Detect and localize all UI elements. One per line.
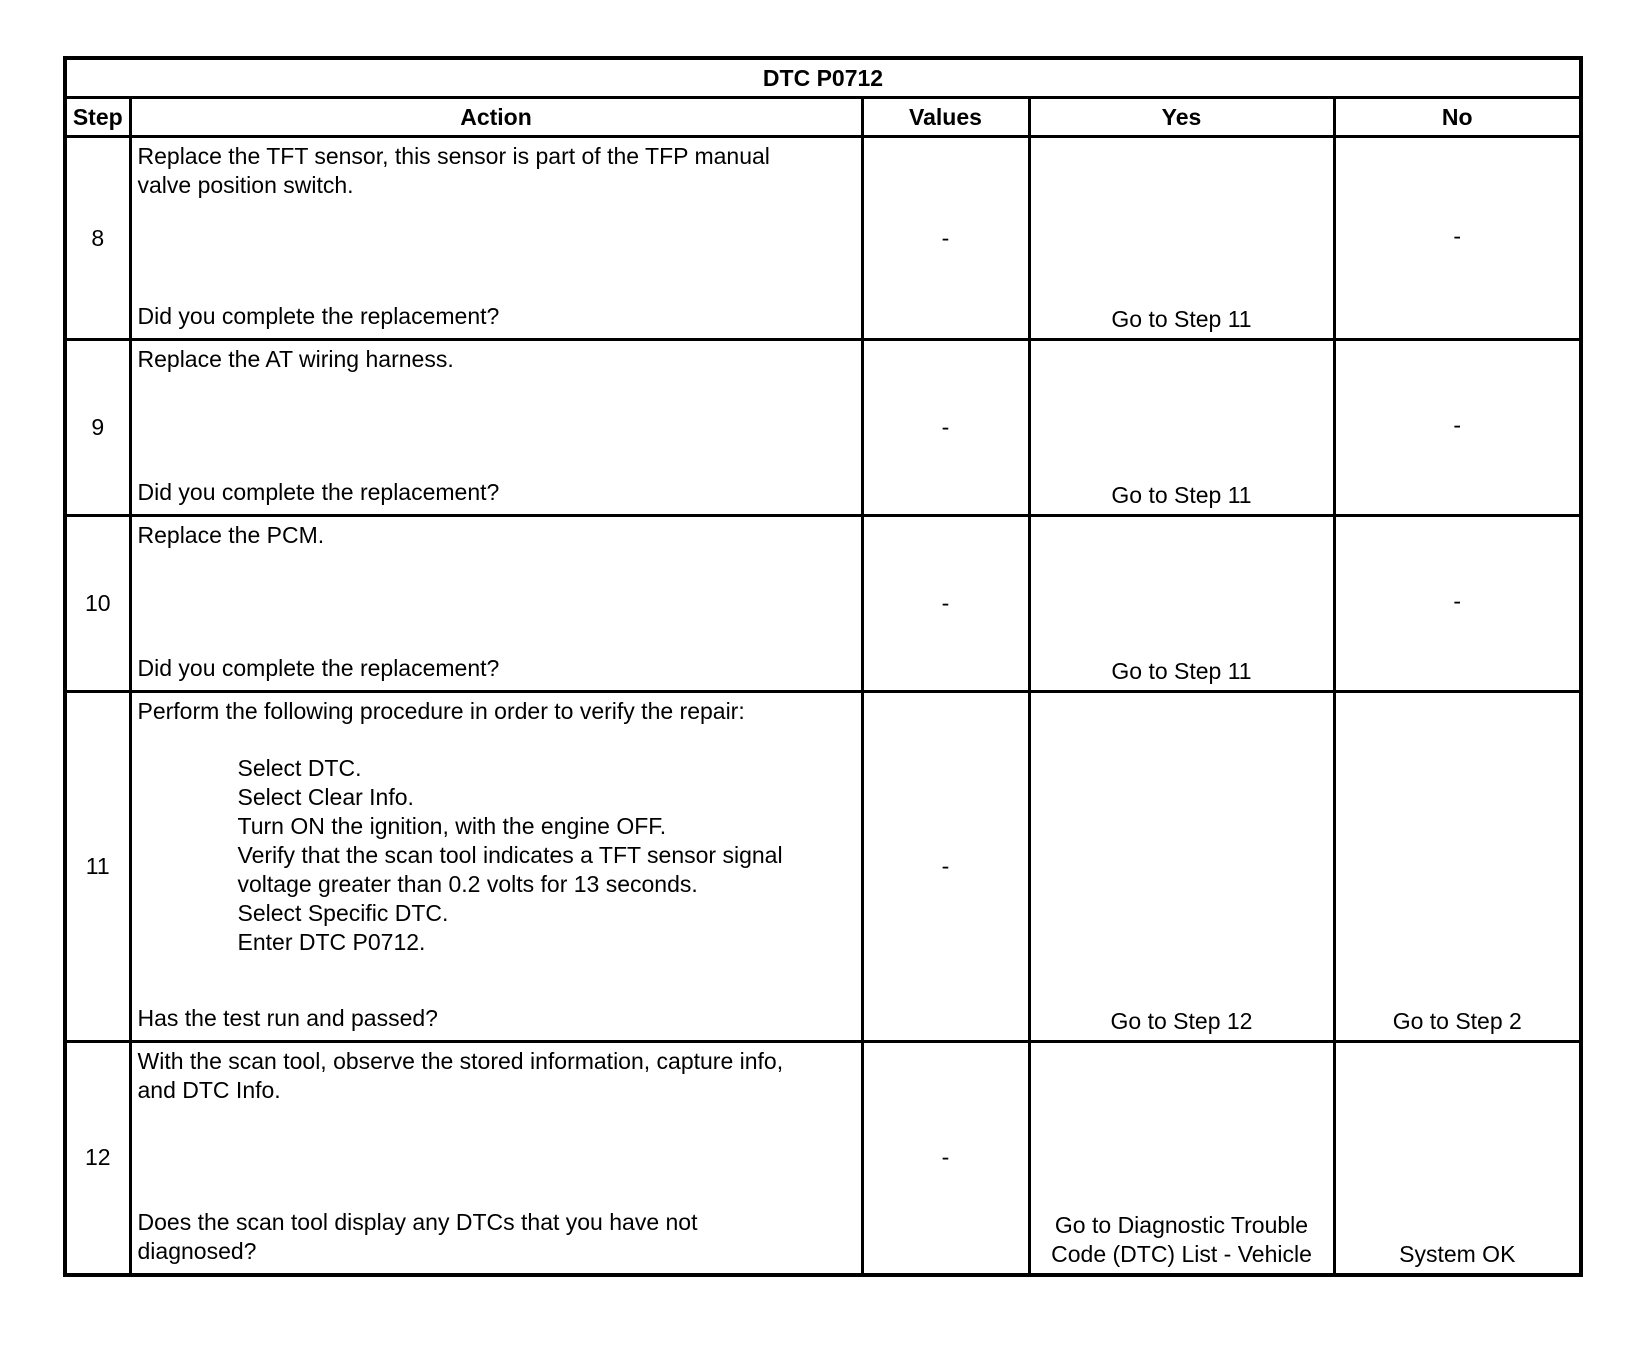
- step-number: 9: [65, 340, 130, 516]
- procedure-list: [238, 754, 855, 957]
- action-text: Replace the AT wiring harness.: [137, 346, 454, 372]
- action-text: valve position switch.: [137, 172, 354, 198]
- header-values: Values: [862, 98, 1029, 137]
- procedure-step: Enter DTC P0712.: [237, 929, 426, 955]
- question-line: diagnosed?: [137, 1238, 257, 1264]
- values-cell: -: [862, 692, 1029, 1042]
- action-cell: [130, 692, 862, 1042]
- action-cell: [130, 340, 862, 516]
- action-cell: [130, 516, 862, 692]
- values-cell: -: [862, 1042, 1029, 1275]
- action-question: Did you complete the replacement?: [137, 479, 500, 505]
- action-question: Did you complete the replacement?: [137, 303, 500, 329]
- procedure-step: Select Specific DTC.: [237, 900, 449, 926]
- action-text: and DTC Info.: [137, 1077, 281, 1103]
- action-text: Perform the following procedure in order to verify the repair:: [137, 698, 745, 724]
- values-cell: -: [862, 137, 1029, 340]
- action-text: Replace the PCM.: [137, 522, 325, 548]
- no-cell: System OK: [1334, 1042, 1581, 1275]
- procedure-step: Verify that the scan tool indicates a TFT sensor signal: [237, 842, 783, 868]
- step-number: 12: [65, 1042, 130, 1275]
- step-number: 8: [65, 137, 130, 340]
- action-text: With the scan tool, observe the stored information, capture info,: [137, 1048, 784, 1074]
- action-question: [138, 1208, 855, 1266]
- header-yes: Yes: [1029, 98, 1334, 137]
- yes-line: Code (DTC) List - Vehicle: [1051, 1240, 1312, 1267]
- no-cell: -: [1334, 137, 1581, 340]
- yes-cell: Go to Step 11: [1029, 516, 1334, 692]
- yes-line: Go to Diagnostic Trouble: [1054, 1211, 1309, 1238]
- yes-cell: Go to Step 12: [1029, 692, 1334, 1042]
- table-title: DTC P0712: [65, 58, 1581, 98]
- step-number: 11: [65, 692, 130, 1042]
- action-question: Has the test run and passed?: [137, 1005, 438, 1031]
- table-row: [65, 516, 1581, 692]
- procedure-step: Turn ON the ignition, with the engine OFF.: [237, 813, 667, 839]
- step-number: 10: [65, 516, 130, 692]
- values-cell: -: [862, 516, 1029, 692]
- action-cell: [130, 137, 862, 340]
- no-cell: Go to Step 2: [1334, 692, 1581, 1042]
- no-cell: -: [1334, 516, 1581, 692]
- yes-cell: Go to Step 11: [1029, 340, 1334, 516]
- action-cell: [130, 1042, 862, 1275]
- procedure-step: Select Clear Info.: [237, 784, 414, 810]
- header-action: Action: [130, 98, 862, 137]
- table-row: [65, 340, 1581, 516]
- header-no: No: [1334, 98, 1581, 137]
- action-text: Replace the TFT sensor, this sensor is part of the TFP manual: [137, 143, 770, 169]
- table-row: [65, 1042, 1581, 1275]
- procedure-step: Select DTC.: [237, 755, 362, 781]
- header-step: Step: [65, 98, 130, 137]
- yes-cell: Go to Step 11: [1029, 137, 1334, 340]
- table-row: [65, 692, 1581, 1042]
- action-question: Did you complete the replacement?: [137, 655, 500, 681]
- yes-cell: [1029, 1042, 1334, 1275]
- no-cell: -: [1334, 340, 1581, 516]
- table-row: [65, 137, 1581, 340]
- question-line: Does the scan tool display any DTCs that you have not: [137, 1209, 698, 1235]
- values-cell: -: [862, 340, 1029, 516]
- procedure-step: voltage greater than 0.2 volts for 13 seconds.: [237, 871, 698, 897]
- dtc-table: [63, 56, 1583, 1277]
